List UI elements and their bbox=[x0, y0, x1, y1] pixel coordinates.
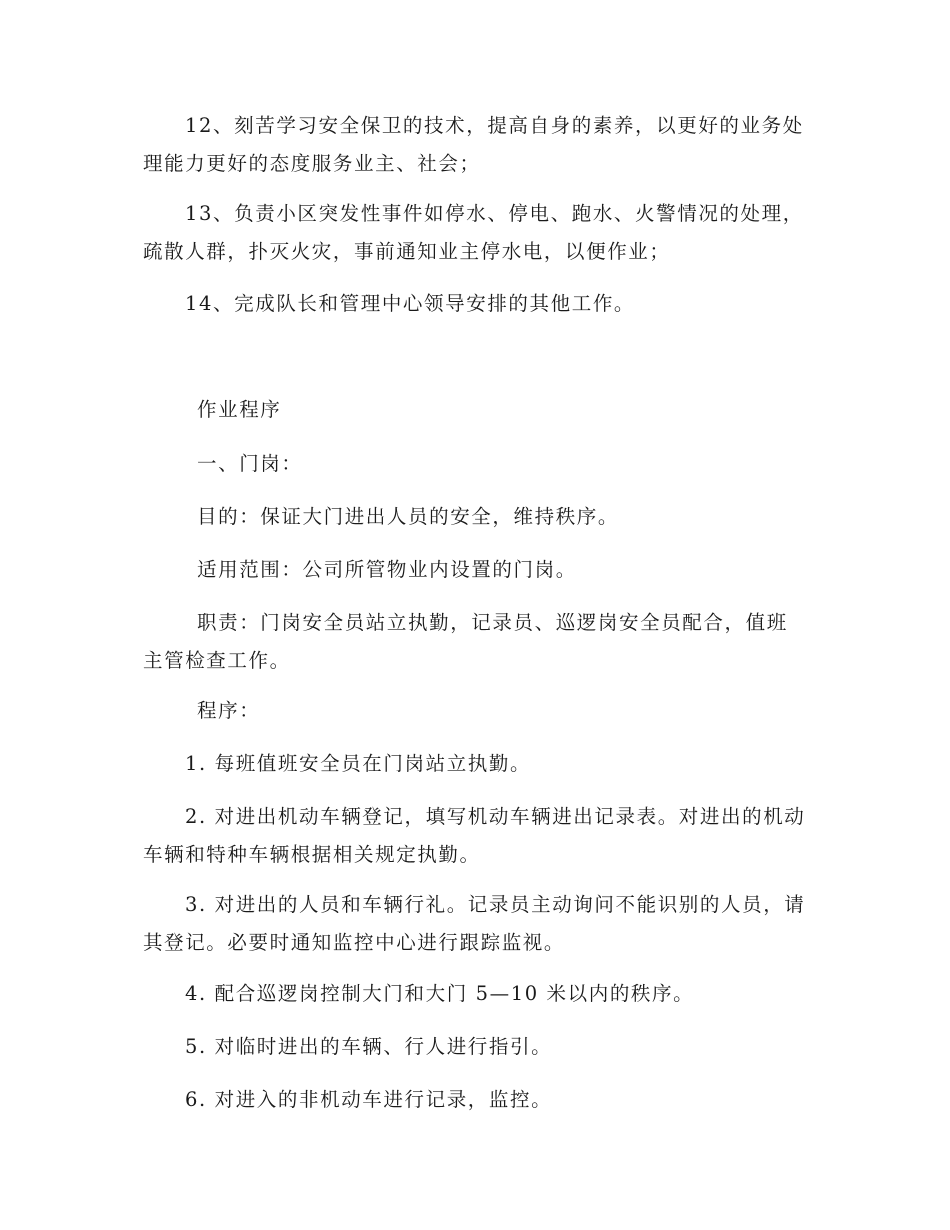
procedure-label: 程序： bbox=[197, 699, 261, 722]
procedure-step-2: 2. 对进出机动车辆登记，填写机动车辆进出记录表。对进出的机动车辆和特种车辆根据相关规定执勤。 bbox=[143, 805, 806, 866]
procedure-step-5: 5. 对临时进出的车辆、行人进行指引。 bbox=[185, 1035, 553, 1058]
procedure-step-6: 6. 对进入的非机动车进行记录，监控。 bbox=[185, 1088, 553, 1111]
procedure-step-3: 3. 对进出的人员和车辆行礼。记录员主动询问不能识别的人员，请其登记。必要时通知监控中心进行跟踪监视。 bbox=[143, 893, 806, 954]
responsibility-text: 职责：门岗安全员站立执勤，记录员、巡逻岗安全员配合，值班主管检查工作。 bbox=[143, 611, 788, 672]
scope-text: 适用范围：公司所管物业内设置的门岗。 bbox=[197, 558, 577, 581]
paragraph-item-14: 14、完成队长和管理中心领导安排的其他工作。 bbox=[185, 292, 636, 315]
purpose-text: 目的：保证大门进出人员的安全，维持秩序。 bbox=[197, 505, 620, 528]
procedure-step-1: 1. 每班值班安全员在门岗站立执勤。 bbox=[185, 752, 532, 775]
paragraph-item-12: 12、刻苦学习安全保卫的技术，提高自身的素养，以更好的业务处理能力更好的态度服务业主、社会； bbox=[143, 114, 804, 175]
procedure-step-4: 4. 配合巡逻岗控制大门和大门 5—10 米以内的秩序。 bbox=[185, 982, 695, 1005]
section-title: 作业程序 bbox=[197, 398, 282, 421]
paragraph-item-13: 13、负责小区突发性事件如停水、停电、跑水、火警情况的处理，疏散人群，扑灭火灾，事前通知业主停水电，以便作业； bbox=[143, 202, 804, 263]
subsection-title: 一、门岗： bbox=[197, 452, 303, 475]
